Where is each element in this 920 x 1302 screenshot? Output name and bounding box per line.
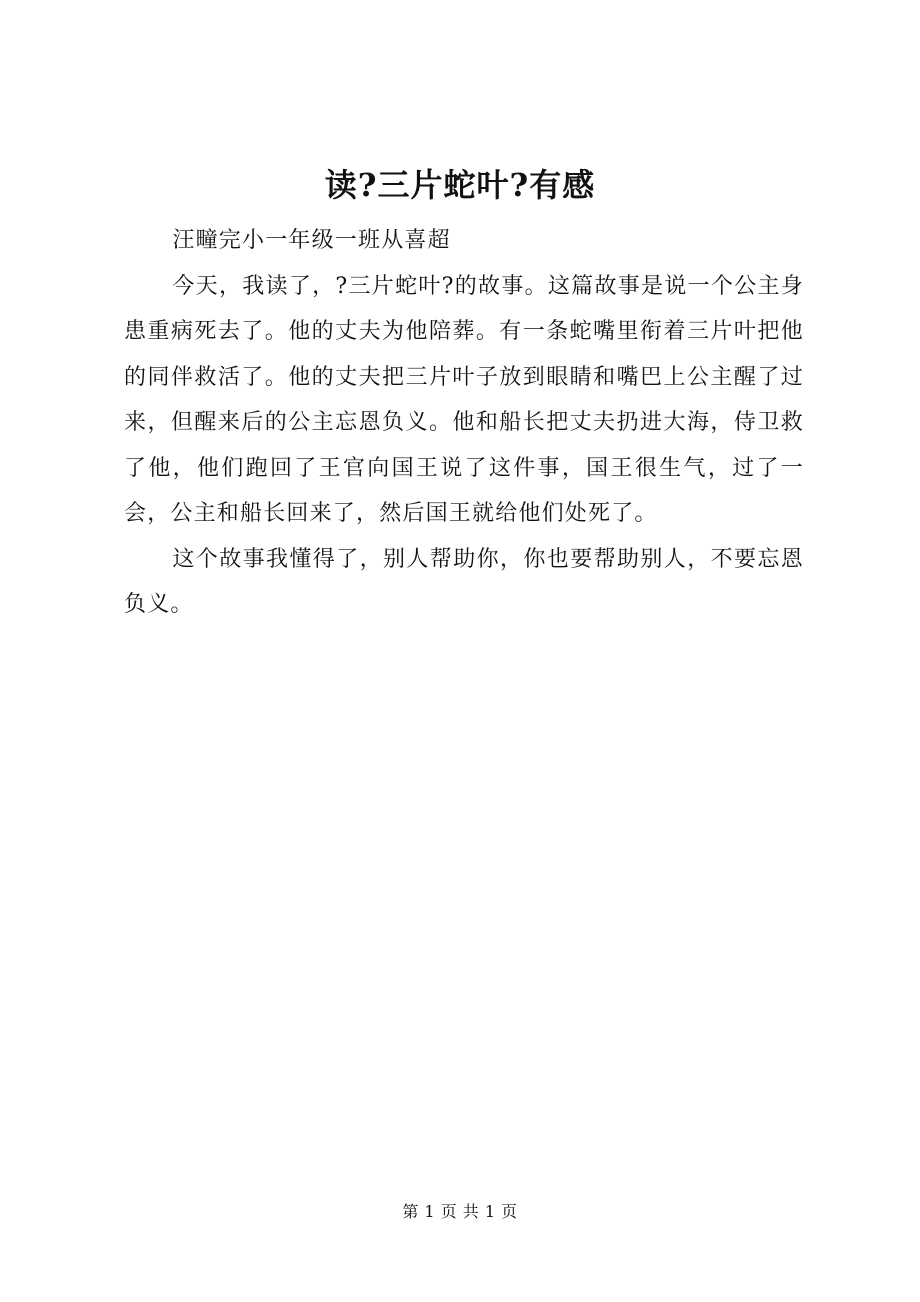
- page-footer: 第 1 页 共 1 页: [402, 1202, 518, 1221]
- author-line: 汪疃完小一年级一班从喜超: [172, 228, 451, 253]
- body-paragraph-1: 今天，我读了，?三片蛇叶?的故事。这篇故事是说一个公主身患重病死去了。他的丈夫为他陪葬。有一条蛇嘴里衔着三片叶把他的同伴救活了。他的丈夫把三片叶子放到眼睛和嘴巴上公主醒了过来，但醒来后的公主忘恩负义。他和船长把丈夫扔进大海，侍卫救了他，他们跑回了王官向国王说了这件事，国王很生气，过了一会，公主和船长回来了，然后国王就给他们处死了。: [124, 273, 804, 526]
- body-paragraph-2: 这个故事我懂得了，别人帮助你，你也要帮助别人，不要忘恩负义。: [124, 546, 804, 617]
- document-title: 读?三片蛇叶?有感: [324, 166, 596, 204]
- document-body: [124, 218, 804, 628]
